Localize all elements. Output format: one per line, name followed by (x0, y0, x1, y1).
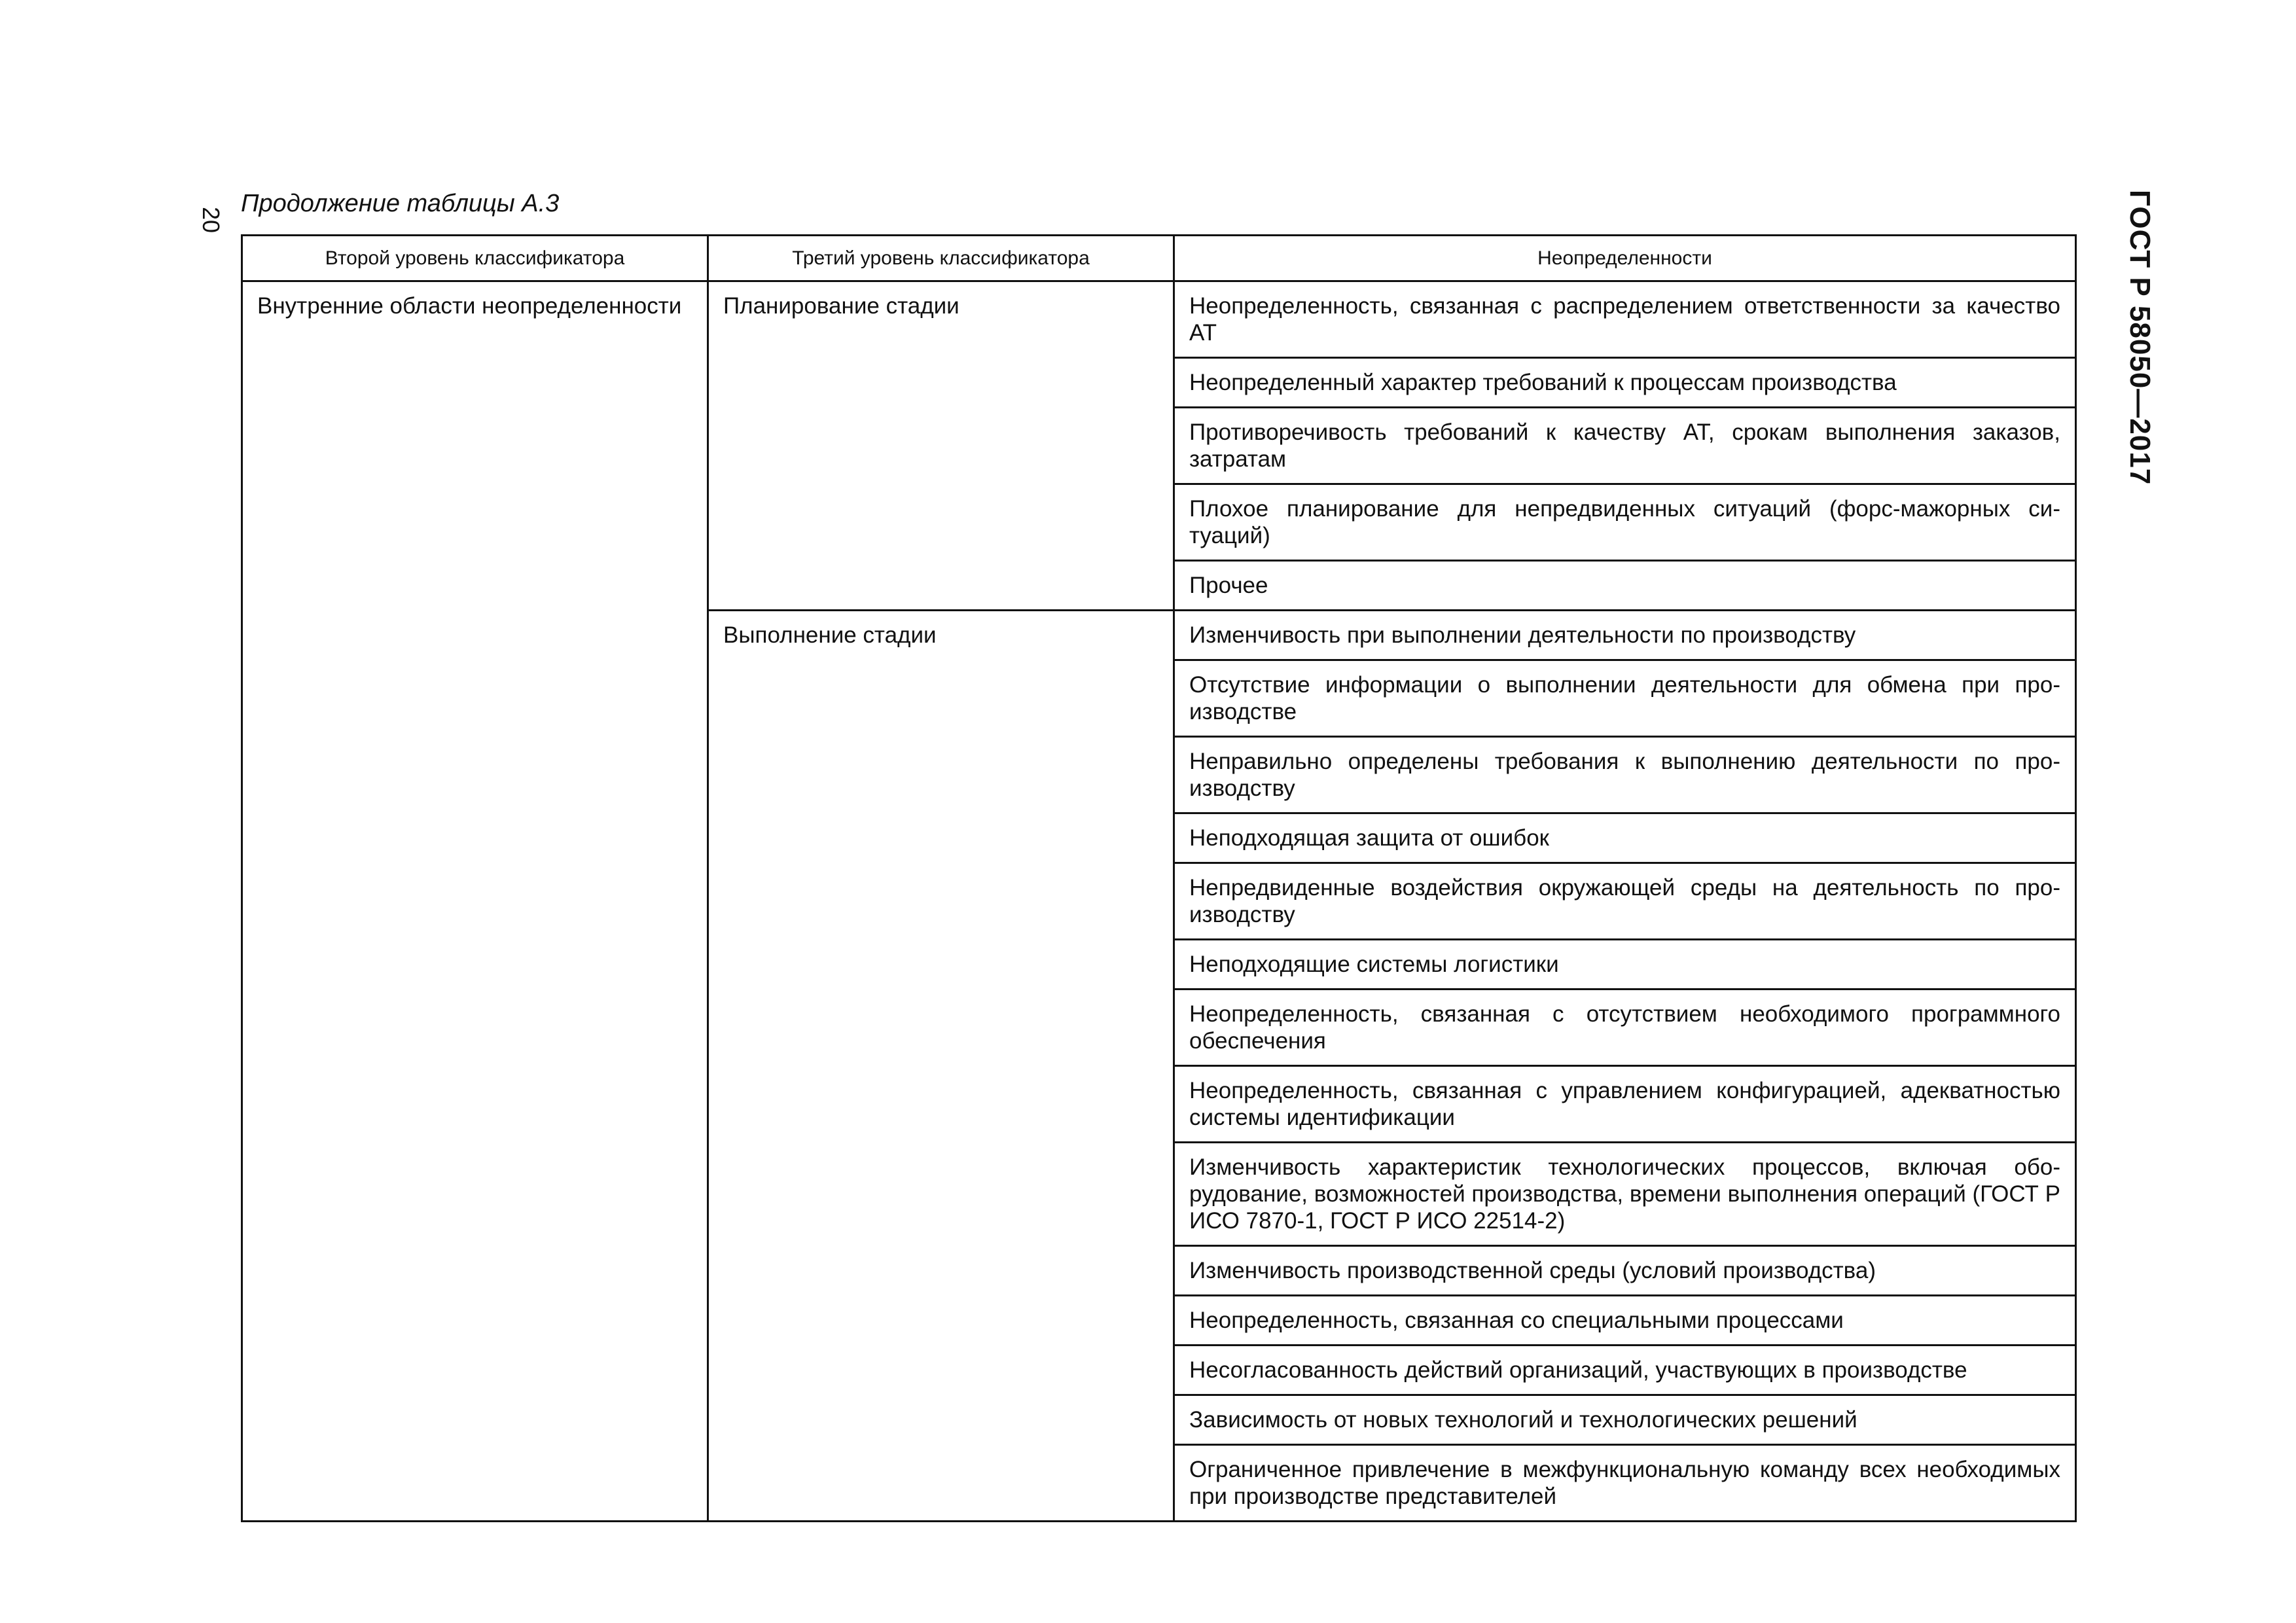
uncertainty-cell: Ограниченное привлечение в межфункциональную команду всех необходимых при производстве представителей (1174, 1445, 2076, 1522)
uncertainty-cell: Неопределенность, связанная с распределением ответственности за качество АТ (1174, 281, 2076, 358)
uncertainty-cell: Плохое планирование для непредвиденных ситуаций (форс-мажорных ситуаций) (1174, 484, 2076, 561)
uncertainty-cell: Изменчивость характеристик технологических процессов, включая оборудование, возможностей производства, времени выполнения операций (ГОСТ Р ИСО 7870-1, ГОСТ Р ИСО 22514-2) (1174, 1143, 2076, 1246)
uncertainty-cell: Неопределенный характер требований к процессам производства (1174, 358, 2076, 408)
uncertainty-cell: Неподходящая защита от ошибок (1174, 813, 2076, 863)
table-row (242, 281, 2076, 358)
uncertainty-cell: Изменчивость производственной среды (условий производства) (1174, 1246, 2076, 1296)
header-row (242, 236, 2076, 281)
table-body (242, 281, 2076, 1522)
standard-code-header (2121, 190, 2159, 486)
uncertainty-cell: Противоречивость требований к качеству АТ, срокам выполнения заказов, затратам (1174, 408, 2076, 484)
uncertainty-cell: Неопределенность, связанная с отсутствием необходимого программного обеспечения (1174, 990, 2076, 1066)
level3-cell: Выполнение стадии (708, 611, 1174, 1522)
uncertainty-cell: Непредвиденные воздействия окружающей среды на деятельность по производству (1174, 863, 2076, 940)
classifier-table (241, 234, 2077, 1522)
uncertainty-cell: Отсутствие информации о выполнении деятельности для обмена при производстве (1174, 660, 2076, 737)
table-header (242, 236, 2076, 281)
header-uncertainties: Неопределенности (1174, 236, 2076, 281)
header-level2: Второй уровень классификатора (242, 236, 708, 281)
standard-code: ГОСТ Р 58050—2017 (2124, 190, 2156, 486)
header-level3: Третий уровень классификатора (708, 236, 1174, 281)
level3-cell: Планирование стадии (708, 281, 1174, 611)
page-number: 20 (198, 207, 224, 234)
level2-cell: Внутренние области неопределенности (242, 281, 708, 1522)
uncertainty-cell: Несогласованность действий организаций, участвующих в производстве (1174, 1346, 2076, 1395)
uncertainty-cell: Прочее (1174, 561, 2076, 611)
uncertainty-cell: Изменчивость при выполнении деятельности по производству (1174, 611, 2076, 660)
uncertainty-cell: Неправильно определены требования к выполнению деятельности по производству (1174, 737, 2076, 813)
uncertainty-cell: Неопределенность, связанная со специальными процессами (1174, 1296, 2076, 1346)
uncertainty-cell: Зависимость от новых технологий и технологических решений (1174, 1395, 2076, 1445)
uncertainty-cell: Неопределенность, связанная с управлением конфигурацией, адекватностью системы идентификации (1174, 1066, 2076, 1143)
table-caption: Продолжение таблицы А.3 (241, 190, 560, 217)
uncertainty-cell: Неподходящие системы логистики (1174, 940, 2076, 990)
